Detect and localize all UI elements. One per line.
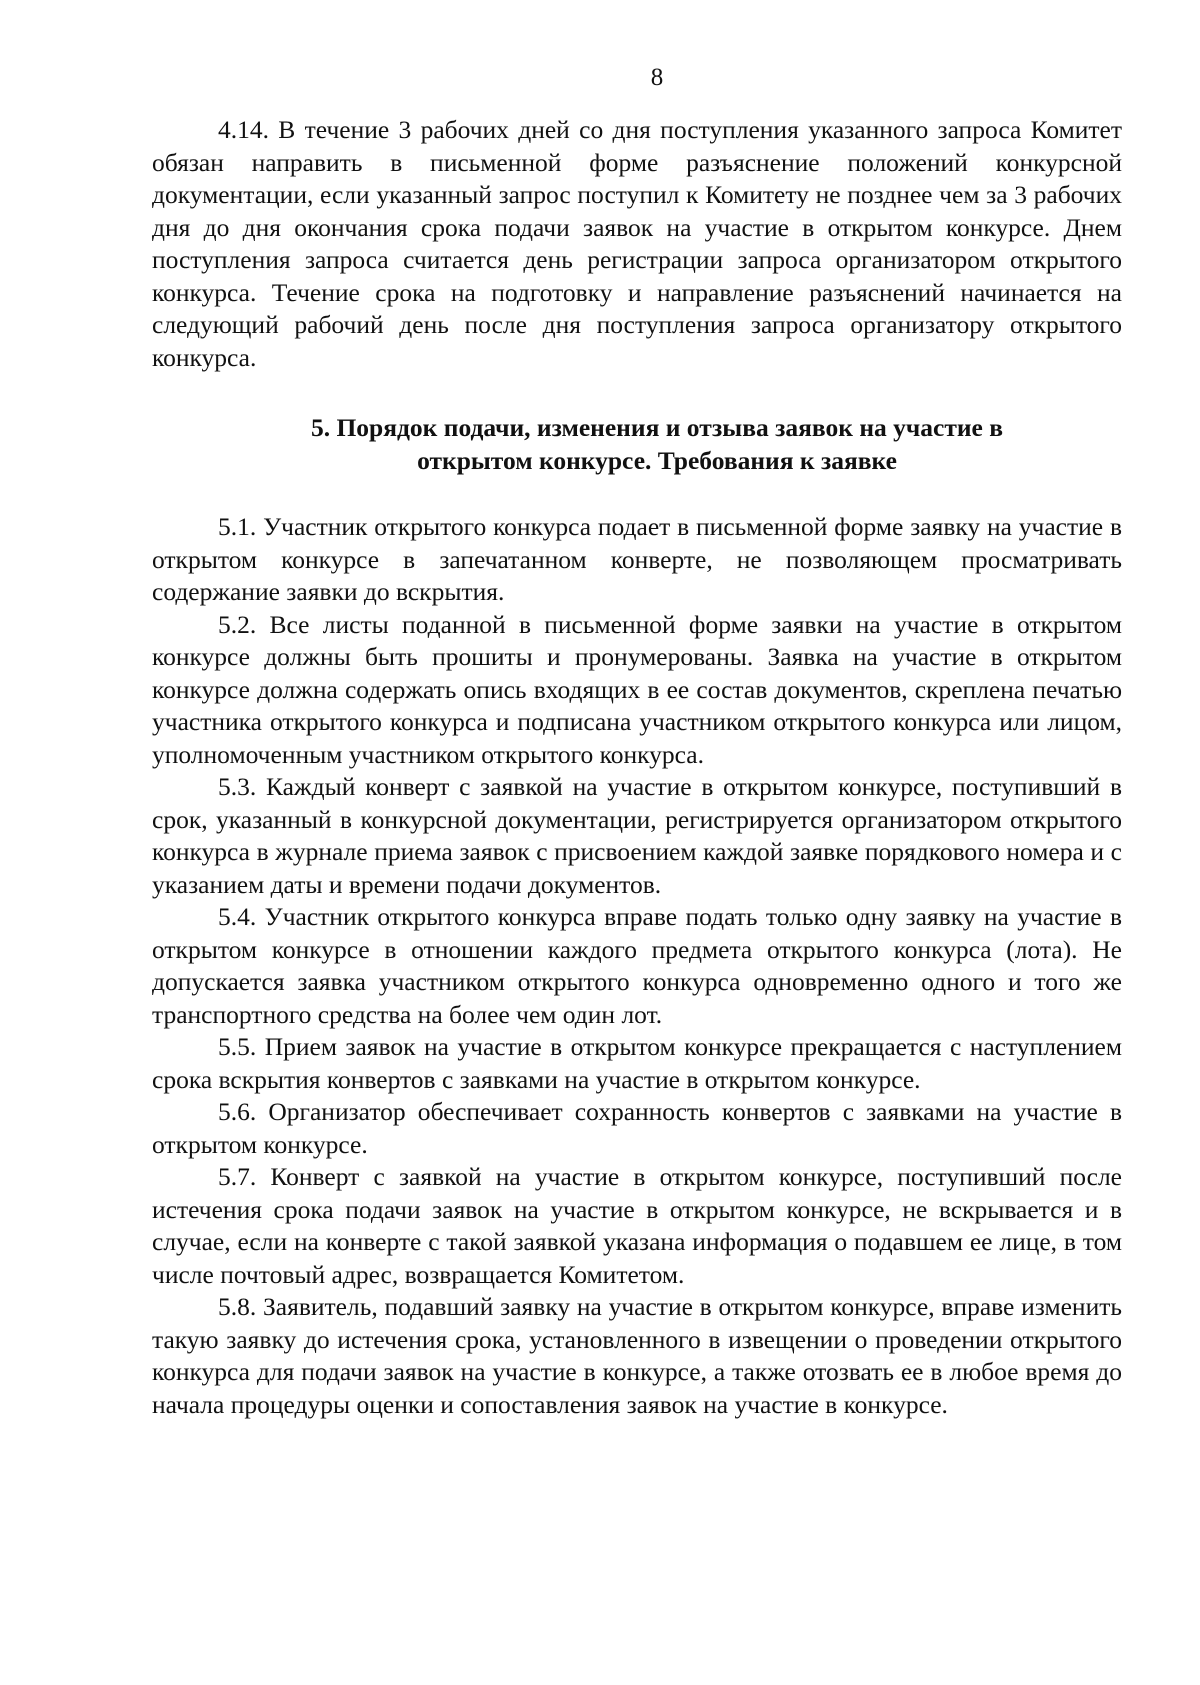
section-heading xyxy=(152,412,1122,477)
paragraph-5-8: 5.8. Заявитель, подавший заявку на участие в открытом конкурсе, вправе изменить такую заявку до истечения срока, установленного в извещении о проведении открытого конкурса для подачи заявок на участие в конкурсе, а также отозвать ее в любое время до начала процедуры оценки и сопоставления заявок на участие в конкурсе. xyxy=(152,1292,1122,1419)
paragraph-5-1: 5.1. Участник открытого конкурса подает в письменной форме заявку на участие в открытом конкурсе в запечатанном конверте, не позволяющем просматривать содержание заявки до вскрытия. xyxy=(152,512,1122,606)
paragraph-5-2: 5.2. Все листы поданной в письменной форме заявки на участие в открытом конкурсе должны быть прошиты и пронумерованы. Заявка на участие в открытом конкурсе должна содержать опись входящих в ее состав документов, скреплена печатью участника открытого конкурса и подписана участником открытого конкурса или лицом, уполномоченным участником открытого конкурса. xyxy=(152,609,1122,769)
section-heading-line-2: открытом конкурсе. Требования к заявке xyxy=(417,445,897,475)
paragraph-5-7: 5.7. Конверт с заявкой на участие в открытом конкурсе, поступивший после истечения срока подачи заявок на участие в открытом конкурсе, не вскрывается и в случае, если на конверте с такой заявкой указана информация о подавшем ее лице, в том числе почтовый адрес, возвращается Комитетом. xyxy=(152,1162,1122,1289)
paragraph-5-4: 5.4. Участник открытого конкурса вправе подать только одну заявку на участие в открытом конкурсе в отношении каждого предмета открытого конкурса (лота). Не допускается заявка участником открытого конкурса одновременно одного и того же транспортного средства на более чем один лот. xyxy=(152,902,1122,1029)
paragraph-5-5: 5.5. Прием заявок на участие в открытом конкурсе прекращается с наступлением срока вскрытия конвертов с заявками на участие в открытом конкурсе. xyxy=(152,1032,1122,1094)
paragraph-5-3: 5.3. Каждый конверт с заявкой на участие в открытом конкурсе, поступивший в срок, указанный в конкурсной документации, регистрируется организатором открытого конкурса в журнале приема заявок с присвоением каждой заявке порядкового номера и с указанием даты и времени подачи документов. xyxy=(152,772,1122,899)
paragraph-5-6: 5.6. Организатор обеспечивает сохранность конвертов с заявками на участие в открытом конкурсе. xyxy=(152,1097,1122,1159)
page-number: 8 xyxy=(650,64,664,91)
section-heading-line-1: 5. Порядок подачи, изменения и отзыва заявок на участие в xyxy=(310,413,1004,442)
paragraph-4-14: 4.14. В течение 3 рабочих дней со дня поступления указанного запроса Комитет обязан направить в письменной форме разъяснение положений конкурсной документации, если указанный запрос поступил к Комитету не позднее чем за 3 рабочих дня до дня окончания срока подачи заявок на участие в открытом конкурсе. Днем поступления запроса считается день регистрации запроса организатором открытого конкурса. Течение срока на подготовку и направление разъяснений начинается на следующий рабочий день после дня поступления запроса организатору открытого конкурса. xyxy=(152,115,1122,372)
